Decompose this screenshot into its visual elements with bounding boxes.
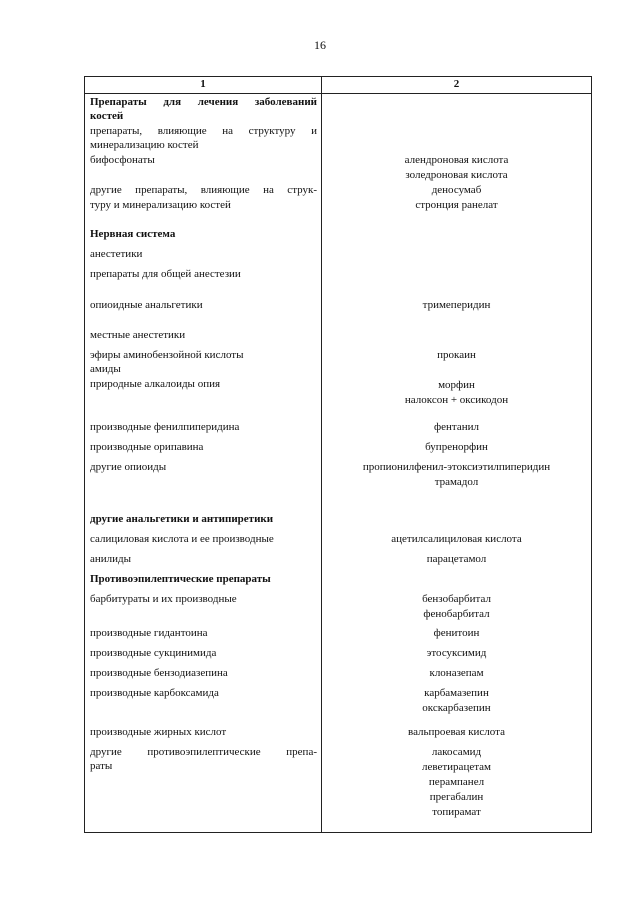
category-barbiturates: барбитураты и их производные <box>90 593 237 605</box>
section-antiepileptic: Противоэпилептические препараты <box>90 573 271 585</box>
category-other-opioids: другие опиоиды <box>90 461 167 473</box>
drug-carbamazepine: карбамазепин <box>424 687 489 699</box>
category-bisphosphonates: бифосфонаты <box>90 154 155 166</box>
category-local-anesthetics: местные анестетики <box>90 329 186 341</box>
drug-denosumab: деносумаб <box>431 184 482 196</box>
category-hydantoin: производные гидантоина <box>90 627 208 639</box>
category-fatty-acids: производные жирных кислот <box>90 726 227 738</box>
category-benzodiazepine: производные бензодиазепина <box>90 667 228 679</box>
category-other-bone-line1: другие препараты, влияющие на струк- <box>90 184 317 196</box>
page-number: 16 <box>314 38 326 52</box>
category-other-antiepileptic-line1: другие противоэпилептические препа- <box>90 746 317 758</box>
category-other-bone-line2: туру и минерализацию костей <box>90 199 231 211</box>
drug-pregabalin: прегабалин <box>429 791 484 803</box>
category-salicylic-acid: салициловая кислота и ее производные <box>90 533 274 545</box>
category-bone-structure-line1: препараты, влияющие на структуру и <box>90 125 317 137</box>
category-anilides: анилиды <box>90 553 132 565</box>
table-header-row <box>85 77 591 94</box>
category-anesthetics: анестетики <box>90 248 143 260</box>
drug-ethosuximide: этосуксимид <box>426 647 487 659</box>
category-succinimide: производные сукцинимида <box>90 647 217 659</box>
drug-clonazepam: клоназепам <box>429 667 484 679</box>
drug-levetiracetam: леветирацетам <box>421 761 491 773</box>
drug-tramadol: трамадол <box>434 476 479 488</box>
drug-fentanyl: фентанил <box>434 421 479 433</box>
drug-phenobarbital: фенобарбитал <box>423 608 490 620</box>
category-amides: амиды <box>90 363 121 375</box>
category-opioid-analgesics: опиоидные анальгетики <box>90 299 203 311</box>
drug-valproic-acid: вальпроевая кислота <box>408 726 505 738</box>
drug-morphine: морфин <box>438 379 475 391</box>
category-aminobenzoic-esters: эфиры аминобензойной кислоты <box>90 349 244 361</box>
category-carboxamide: производные карбоксамида <box>90 687 219 699</box>
drug-perampanel: перампанел <box>428 776 485 788</box>
section-nervous-system: Нервная система <box>90 228 176 240</box>
drug-procaine: прокаин <box>437 349 476 361</box>
category-oripavine: производные орипавина <box>90 441 204 453</box>
drug-lacosamide: лакосамид <box>431 746 482 758</box>
section-other-analgesics: другие анальгетики и антипиретики <box>90 513 274 525</box>
col-header-2: 2 <box>453 78 460 90</box>
drug-propionylphenyl: пропионилфенил-этоксиэтилпиперидин <box>362 461 551 473</box>
col-header-1: 1 <box>200 78 206 90</box>
section-bones-title-line2: костей <box>90 110 124 122</box>
drug-alendronic-acid: алендроновая кислота <box>404 154 509 166</box>
drug-acetylsalicylic-acid: ацетилсалициловая кислота <box>391 533 522 545</box>
drug-zoledronic-acid: золедроновая кислота <box>405 169 508 181</box>
drug-oxcarbazepine: окскарбазепин <box>422 702 491 714</box>
section-bones-title-line1: Препараты для лечения заболеваний <box>90 96 317 108</box>
drug-topiramate: топирамат <box>432 806 481 818</box>
category-opium-alkaloids: природные алкалоиды опия <box>90 378 221 390</box>
category-general-anesthesia: препараты для общей анестезии <box>90 268 241 280</box>
drug-naloxone-oxycodone: налоксон + оксикодон <box>404 394 509 406</box>
category-other-antiepileptic-line2: раты <box>90 760 113 772</box>
drug-table <box>84 76 592 833</box>
drug-strontium-ranelate: стронция ранелат <box>415 199 498 211</box>
category-phenylpiperidine: производные фенилпиперидина <box>90 421 240 433</box>
drug-trimeperidine: тримеперидин <box>422 299 491 311</box>
drug-paracetamol: парацетамол <box>426 553 487 565</box>
drug-benzobarbital: бензобарбитал <box>422 593 491 605</box>
drug-buprenorphine: бупренорфин <box>425 441 488 453</box>
category-bone-structure-line2: минерализацию костей <box>90 139 199 151</box>
drug-phenytoin: фенитоин <box>433 627 480 639</box>
